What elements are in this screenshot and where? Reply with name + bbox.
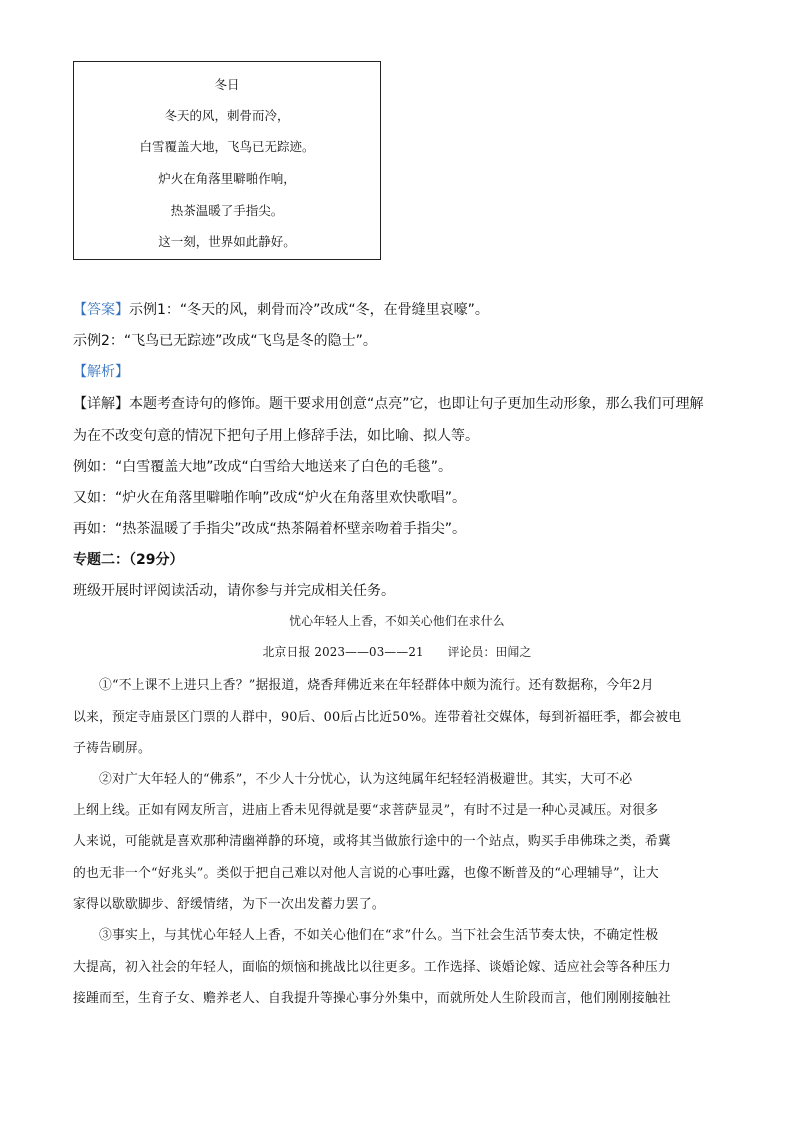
article-line: 上纲上线。正如有网友所言，进庙上香未见得就是要“求菩萨显灵”，有时不过是一种心灵减压。对很多 <box>73 803 659 818</box>
article-line: 以来，预定寺庙景区门票的人群中，90后、00后占比近50%。连带着社交媒体，每到祈福旺季，都会被电 <box>73 710 682 725</box>
detail-tag: 【详解】 <box>73 396 129 412</box>
detail-line-3: 例如：“白雪覆盖大地”改成“白雪给大地送来了白色的毛毯”。 <box>73 459 453 475</box>
article-title: 忧心年轻人上香，不如关心他们在求什么 <box>289 614 505 628</box>
article-line: ③事实上，与其忧心年轻人上香，不如关心他们在“求”什么。当下社会生活节奏太快，不确定性极 <box>99 928 659 943</box>
detail-line-4: 又如：“炉火在角落里噼啪作响”改成“炉火在角落里欢快歌唱”。 <box>73 490 467 506</box>
article-line: 大提高，初入社会的年轻人，面临的烦恼和挑战比以往更多。工作选择、谈婚论嫁、适应社会等各种压力 <box>73 960 671 975</box>
detail-line-1: 【详解】本题考查诗句的修饰。题干要求用创意“点亮”它，也即让句子更加生动形象，那么我们可理解 <box>73 396 704 412</box>
article-line: 人来说，可能就是喜欢那种清幽禅静的环境，或将其当做旅行途中的一个站点，购买手串佛珠之类，希冀 <box>73 834 671 849</box>
detail-line-2: 为在不改变句意的情况下把句子用上修辞手法，如比喻、拟人等。 <box>73 428 479 444</box>
poem-line: 这一刻，世界如此静好。 <box>158 234 296 249</box>
poem-line: 白雪覆盖大地，飞鸟已无踪迹。 <box>139 139 315 154</box>
poem-box <box>73 61 381 260</box>
poem-line: 炉火在角落里噼啪作响， <box>158 171 296 186</box>
article-line: 家得以歇歇脚步、舒缓情绪，为下一次出发蓄力罢了。 <box>73 897 385 912</box>
poem-line: 冬天的风，刺骨而冷， <box>164 108 290 123</box>
poem-line: 热茶温暖了手指尖。 <box>170 203 284 218</box>
detail-line-5: 再如：“热茶温暖了手指尖”改成“热茶隔着杯壁亲吻着手指尖”。 <box>73 521 467 537</box>
answer-line-1: 【答案】示例1：“冬天的风，刺骨而冷”改成“冬，在骨缝里哀嚎”。 <box>73 302 489 318</box>
article-line: 的也无非一个“好兆头”。类似于把自己难以对他人言说的心事吐露，也像不断普及的“心理辅导”，让大 <box>73 866 659 881</box>
answer-line-2: 示例2：“飞鸟已无踪迹”改成“飞鸟是冬的隐士”。 <box>73 333 377 349</box>
article-line: 子祷告刷屏。 <box>73 741 151 756</box>
article-byline: 北京日报 2023——03——21 评论员：田闻之 <box>262 645 532 659</box>
poem-title: 冬日 <box>214 77 240 92</box>
task-intro: 班级开展时评阅读活动，请你参与并完成相关任务。 <box>73 583 395 599</box>
answer-tag: 【答案】 <box>73 302 129 318</box>
section-heading: 专题二：（29分） <box>73 552 184 568</box>
article-line: 接踵而至，生育子女、赡养老人、自我提升等操心事分外集中，而就所处人生阶段而言，他们刚刚接触社 <box>73 991 671 1006</box>
article-line: ②对广大年轻人的“佛系”，不少人十分忧心，认为这纯属年纪轻轻消极避世。其实，大可不必 <box>99 772 633 787</box>
article-line: ①“不上课不上进只上香？”据报道，烧香拜佛近来在年轻群体中颇为流行。还有数据称，今年2月 <box>99 678 654 693</box>
analysis-tag: 【解析】 <box>73 364 129 380</box>
